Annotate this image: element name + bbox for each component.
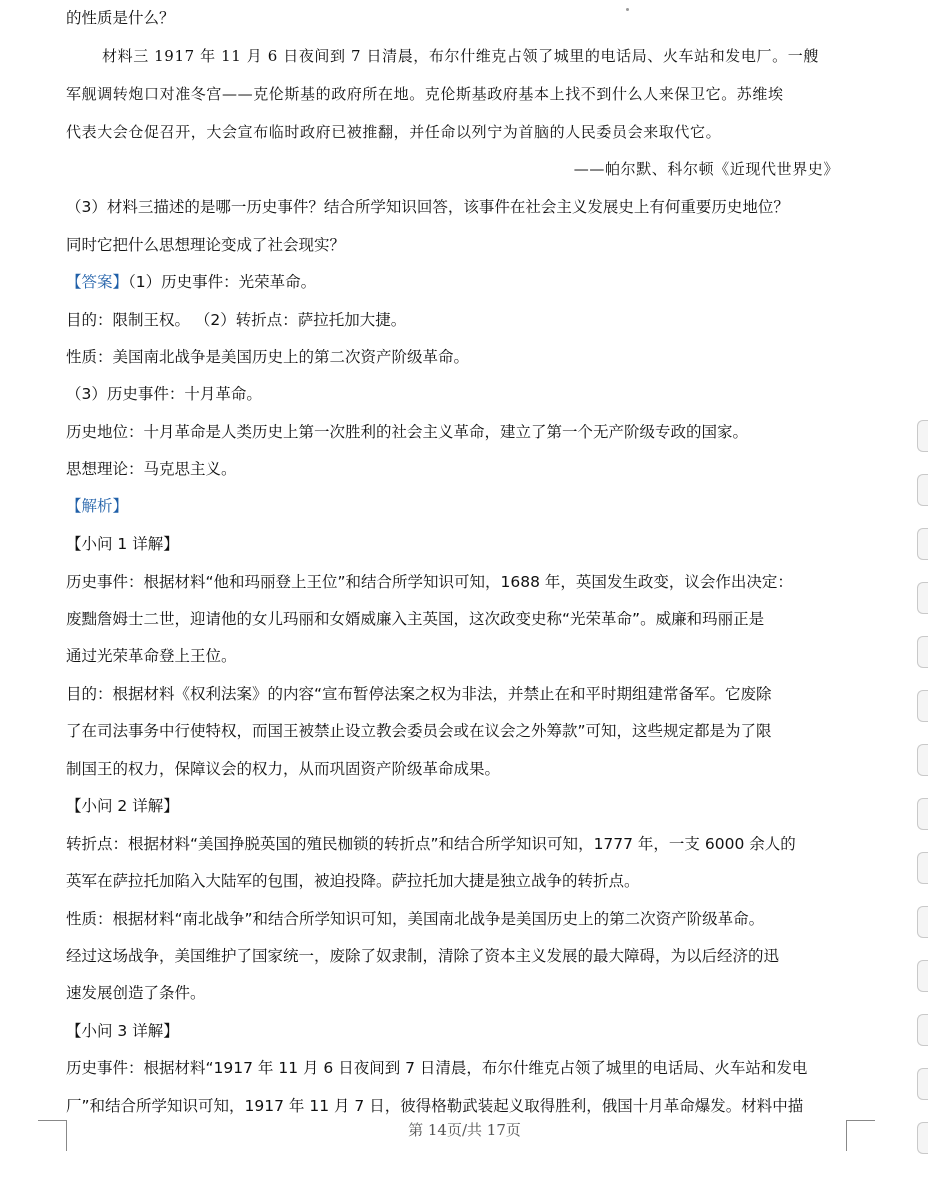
- answer-line-1: [66, 270, 316, 292]
- side-tab[interactable]: [917, 1122, 928, 1154]
- side-tab[interactable]: [917, 528, 928, 560]
- subq-1-line-5: 了在司法事务中行使特权，而国王被禁止设立教会委员会或在议会之外筹款”可知，这些规定都是为了限: [66, 722, 772, 740]
- side-tab[interactable]: [917, 420, 928, 452]
- subq-2-line-4: 经过这场战争，美国维护了国家统一，废除了奴隶制，清除了资本主义发展的最大障碍，为以后经济的迅: [66, 947, 780, 965]
- side-tab[interactable]: [917, 906, 928, 938]
- side-tab[interactable]: [917, 474, 928, 506]
- side-tab[interactable]: [917, 744, 928, 776]
- page-number: 第 14页/共 17页: [408, 1121, 521, 1139]
- side-tab[interactable]: [917, 798, 928, 830]
- analysis-label: 【解析】: [66, 497, 129, 515]
- material-3-line-1: 材料三 1917 年 11 月 6 日夜间到 7 日清晨，布尔什维克占领了城里的电话局、火车站和发电厂。一艘: [102, 47, 819, 65]
- side-tab[interactable]: [917, 636, 928, 668]
- question-3-line-2: 同时它把什么思想理论变成了社会现实？: [66, 236, 346, 254]
- answer-label: 【答案】: [66, 273, 129, 291]
- question-3-line-1: （3）材料三描述的是哪一历史事件？结合所学知识回答，该事件在社会主义发展史上有何重要历史地位？: [66, 198, 789, 216]
- subq-3-heading: 【小问 3 详解】: [66, 1022, 179, 1040]
- material-3-line-2: 军舰调转炮口对准冬宫——克伦斯基的政府所在地。克伦斯基政府基本上找不到什么人来保卫它。苏维埃: [66, 85, 784, 103]
- subq-1-line-6: 制国王的权力，保障议会的权力，从而巩固资产阶级革命成果。: [66, 760, 501, 778]
- material-3-source: ——帕尔默、科尔顿《近现代世界史》: [573, 160, 839, 178]
- subq-2-line-1: 转折点：根据材料“美国挣脱英国的殖民枷锁的转折点”和结合所学知识可知，1777 年，一支 6000 余人的: [66, 835, 796, 853]
- stray-dot: [626, 8, 629, 11]
- subq-2-line-5: 速发展创造了条件。: [66, 984, 206, 1002]
- side-tab[interactable]: [917, 690, 928, 722]
- answer-line-3: 性质：美国南北战争是美国历史上的第二次资产阶级革命。: [66, 348, 470, 366]
- subq-3-line-2: 厂”和结合所学知识可知，1917 年 11 月 7 日，彼得格勒武装起义取得胜利，俄国十月革命爆发。材料中描: [66, 1097, 804, 1115]
- side-tab[interactable]: [917, 1014, 928, 1046]
- answer-line-6: 思想理论：马克思主义。: [66, 460, 237, 478]
- side-tab-strip: [917, 420, 929, 1176]
- subq-1-line-1: 历史事件：根据材料“他和玛丽登上王位”和结合所学知识可知，1688 年，英国发生政变，议会作出决定：: [66, 573, 793, 591]
- side-tab[interactable]: [917, 1068, 928, 1100]
- side-tab[interactable]: [917, 960, 928, 992]
- subq-2-heading: 【小问 2 详解】: [66, 797, 179, 815]
- subq-2-line-2: 英军在萨拉托加陷入大陆军的包围，被迫投降。萨拉托加大捷是独立战争的转折点。: [66, 872, 640, 890]
- answer-line-2: 目的：限制王权。 （2）转折点：萨拉托加大捷。: [66, 311, 407, 329]
- answer-line-5: 历史地位：十月革命是人类历史上第一次胜利的社会主义革命，建立了第一个无产阶级专政的国家。: [66, 423, 749, 441]
- question-tail: 的性质是什么？: [66, 9, 175, 27]
- subq-1-line-3: 通过光荣革命登上王位。: [66, 647, 237, 665]
- answer-text: （1）历史事件：光荣革命。: [128, 273, 317, 291]
- subq-3-line-1: 历史事件：根据材料“1917 年 11 月 6 日夜间到 7 日清晨，布尔什维克占领了城里的电话局、火车站和发电: [66, 1059, 808, 1077]
- answer-line-4: （3）历史事件：十月革命。: [66, 385, 262, 403]
- subq-2-line-3: 性质：根据材料“南北战争”和结合所学知识可知，美国南北战争是美国历史上的第二次资产阶级革命。: [66, 910, 765, 928]
- subq-1-line-2: 废黜詹姆士二世，迎请他的女儿玛丽和女婿威廉入主英国，这次政变史称“光荣革命”。威廉和玛丽正是: [66, 610, 765, 628]
- side-tab[interactable]: [917, 582, 928, 614]
- subq-1-line-4: 目的：根据材料《权利法案》的内容“宣布暂停法案之权为非法，并禁止在和平时期组建常备军。它废除: [66, 685, 772, 703]
- side-tab[interactable]: [917, 852, 928, 884]
- material-3-line-3: 代表大会仓促召开，大会宣布临时政府已被推翻，并任命以列宁为首脑的人民委员会来取代它。: [66, 123, 722, 141]
- subq-1-heading: 【小问 1 详解】: [66, 535, 179, 553]
